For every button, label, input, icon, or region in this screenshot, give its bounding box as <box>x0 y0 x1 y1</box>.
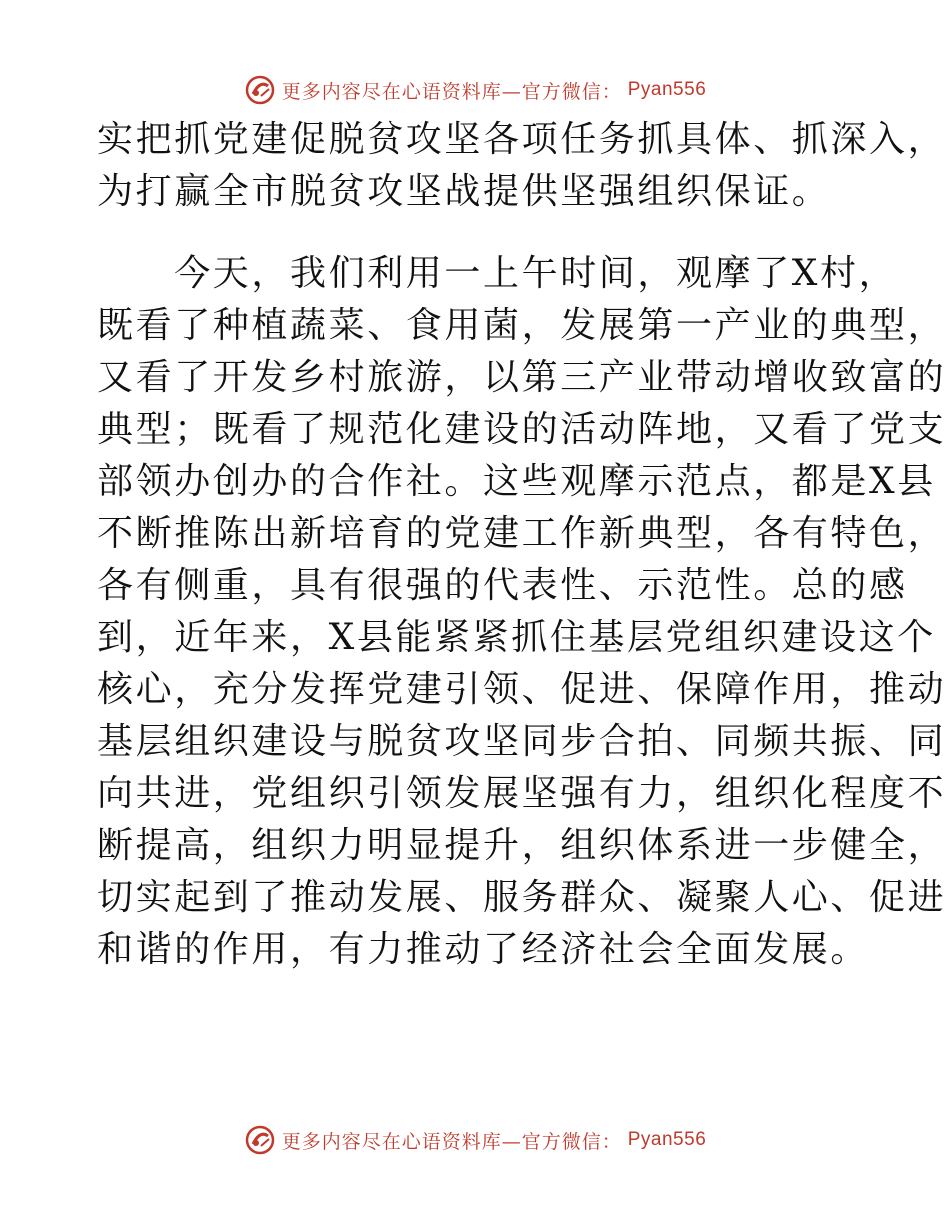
text-line: 部领办创办的合作社。这些观摩示范点，都是X县 <box>97 461 936 502</box>
text-line: 核心，充分发挥党建引领、促进、保障作用，推动 <box>97 669 947 710</box>
red-circular-logo-icon <box>244 74 276 106</box>
header-banner <box>0 70 950 110</box>
red-circular-logo-icon <box>244 1124 276 1156</box>
footer-banner-content <box>244 1124 707 1156</box>
text-line: 今天，我们利用一上午时间，观摩了X村， <box>97 253 898 294</box>
paragraph-2 <box>97 248 947 976</box>
paragraph-1 <box>97 114 947 218</box>
text-line: 向共进，党组织引领发展坚强有力，组织化程度不 <box>97 773 947 814</box>
text-line: 到，近年来，X县能紧紧抓住基层党组织建设这个 <box>97 617 936 658</box>
document-body <box>97 114 947 976</box>
paragraph-gap <box>97 218 857 248</box>
text-line: 和谐的作用，有力推动了经济社会全面发展。 <box>97 929 870 970</box>
footer-banner <box>0 1120 950 1160</box>
header-wechat-id: Pyan556 <box>627 79 707 100</box>
text-line: 断提高，组织力明显提升，组织体系进一步健全， <box>97 825 947 866</box>
footer-wechat-id: Pyan556 <box>627 1129 707 1150</box>
header-banner-text: 更多内容尽在心语资料库—官方微信： <box>281 80 622 103</box>
text-line: 各有侧重，具有很强的代表性、示范性。总的感 <box>97 565 908 606</box>
text-line: 实把抓党建促脱贫攻坚各项任务抓具体、抓深入， <box>97 119 947 160</box>
footer-banner-text: 更多内容尽在心语资料库—官方微信： <box>281 1130 622 1153</box>
text-line: 不断推陈出新培育的党建工作新典型，各有特色， <box>97 513 947 554</box>
text-line: 切实起到了推动发展、服务群众、凝聚人心、促进 <box>97 877 947 918</box>
header-banner-content <box>244 74 707 106</box>
text-line: 既看了种植蔬菜、食用菌，发展第一产业的典型， <box>97 305 947 346</box>
text-line: 又看了开发乡村旅游，以第三产业带动增收致富的 <box>97 357 947 398</box>
text-line: 基层组织建设与脱贫攻坚同步合拍、同频共振、同 <box>97 721 947 762</box>
text-line: 典型；既看了规范化建设的活动阵地，又看了党支 <box>97 409 947 450</box>
text-line: 为打赢全市脱贫攻坚战提供坚强组织保证。 <box>97 171 831 212</box>
